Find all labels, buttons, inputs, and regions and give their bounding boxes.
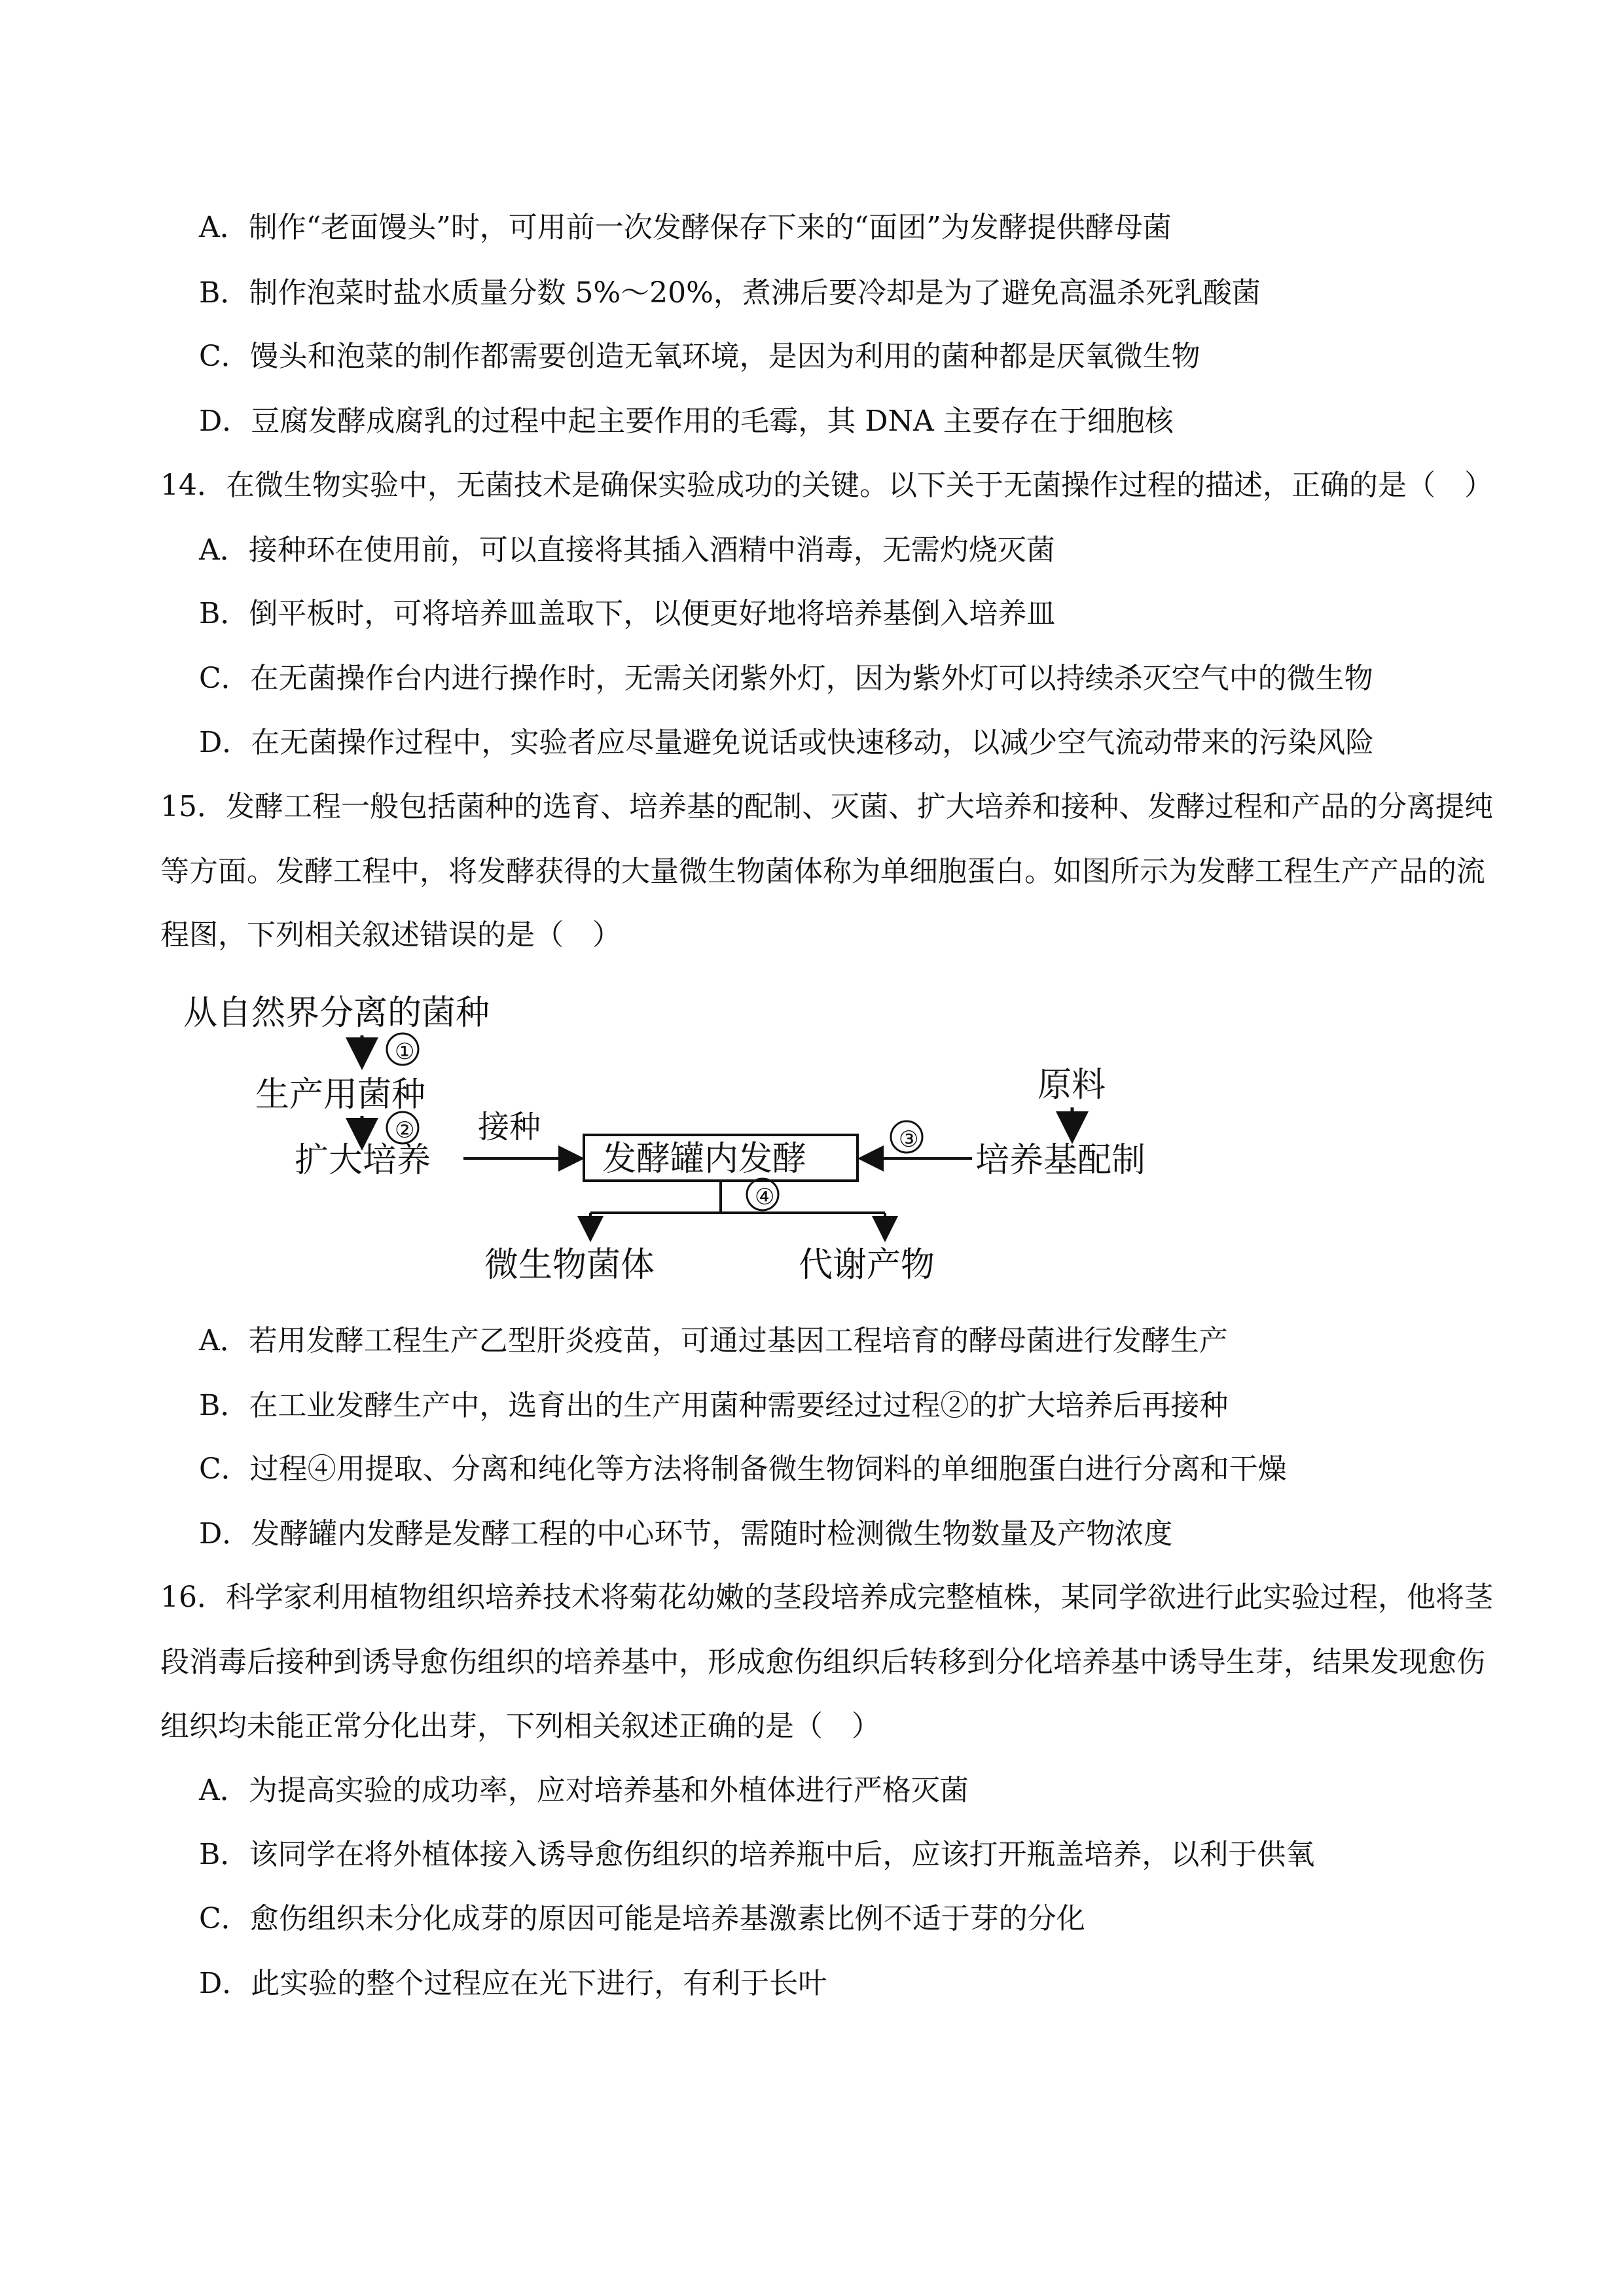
q14-option-c: C．在无菌操作台内进行操作时，无需关闭紫外灯，因为紫外灯可以持续杀灭空气中的微生物 — [199, 662, 1373, 695]
q15-stem-line-2: 等方面。发酵工程中，将发酵获得的大量微生物菌体称为单细胞蛋白。如图所示为发酵工程生产产品的流 — [160, 855, 1485, 888]
q14-option-a: A．接种环在使用前，可以直接将其插入酒精中消毒，无需灼烧灭菌 — [199, 533, 1055, 567]
q14-option-d: D．在无菌操作过程中，实验者应尽量避免说话或快速移动，以减少空气流动带来的污染风险 — [199, 726, 1375, 759]
q15-option-c: C．过程④用提取、分离和纯化等方法将制备微生物饲料的单细胞蛋白进行分离和干燥 — [199, 1452, 1287, 1486]
diagram-raw-material: 原料 — [1038, 1066, 1106, 1105]
diagram-production-strain: 生产用菌种 — [255, 1075, 426, 1115]
diagram-natural-strain: 从自然界分离的菌种 — [183, 994, 490, 1033]
q14-stem: 14．在微生物实验中，无菌技术是确保实验成功的关键。以下关于无菌操作过程的描述，正确的是（ ） — [160, 469, 1493, 502]
q14-option-b: B．倒平板时，可将培养皿盖取下，以便更好地将培养基倒入培养皿 — [199, 597, 1056, 630]
q13-option-c: C．馒头和泡菜的制作都需要创造无氧环境，是因为利用的菌种都是厌氧微生物 — [199, 340, 1200, 373]
diagram-metabolites: 代谢产物 — [799, 1246, 935, 1285]
q13-option-d: D．豆腐发酵成腐乳的过程中起主要作用的毛霉，其 DNA 主要存在于细胞核 — [199, 404, 1174, 438]
step2-marker: ② — [395, 1117, 415, 1143]
q15-option-d: D．发酵罐内发酵是发酵工程的中心环节，需随时检测微生物数量及产物浓度 — [199, 1517, 1173, 1551]
q15-stem-line-3: 程图，下列相关叙述错误的是（ ） — [160, 918, 621, 952]
q16-stem-line-2: 段消毒后接种到诱导愈伤组织的培养基中，形成愈伤组织后转移到分化培养基中诱导生芽，结果发现愈伤 — [160, 1645, 1485, 1679]
step4-marker: ④ — [755, 1184, 775, 1210]
q13-option-b: B．制作泡菜时盐水质量分数 5%～20%，煮沸后要冷却是为了避免高温杀死乳酸菌 — [199, 276, 1261, 310]
diagram-medium-prep: 培养基配制 — [975, 1141, 1146, 1180]
q13-option-a: A．制作“老面馒头”时，可用前一次发酵保存下来的“面团”为发酵提供酵母菌 — [199, 211, 1172, 244]
q15-option-b: B．在工业发酵生产中，选育出的生产用菌种需要经过过程②的扩大培养后再接种 — [199, 1389, 1229, 1422]
diagram-microbial-cells: 微生物菌体 — [484, 1246, 655, 1285]
q16-option-c: C．愈伤组织未分化成芽的原因可能是培养基激素比例不适于芽的分化 — [199, 1902, 1085, 1935]
q16-stem-line-3: 组织均未能正常分化出芽，下列相关叙述正确的是（ ） — [160, 1710, 880, 1743]
q15-option-a: A．若用发酵工程生产乙型肝炎疫苗，可通过基因工程培育的酵母菌进行发酵生产 — [199, 1324, 1228, 1357]
q16-option-d: D．此实验的整个过程应在光下进行，有利于长叶 — [199, 1967, 827, 2000]
q16-option-b: B．该同学在将外植体接入诱导愈伤组织的培养瓶中后，应该打开瓶盖培养，以利于供氧 — [199, 1838, 1315, 1871]
q16-stem-line-1: 16．科学家利用植物组织培养技术将菊花幼嫩的茎段培养成完整植株，某同学欲进行此实验过程，他将茎 — [160, 1581, 1493, 1614]
fermentation-flow-diagram — [170, 982, 1191, 1296]
diagram-expand-culture: 扩大培养 — [295, 1141, 431, 1180]
diagram-inoculate-label: 接种 — [478, 1109, 541, 1145]
diagram-fermenter: 发酵罐内发酵 — [602, 1139, 807, 1179]
q16-option-a: A．为提高实验的成功率，应对培养基和外植体进行严格灭菌 — [199, 1774, 969, 1807]
step3-marker: ③ — [899, 1126, 919, 1153]
step1-marker: ① — [395, 1039, 415, 1065]
q15-stem-line-1: 15．发酵工程一般包括菌种的选育、培养基的配制、灭菌、扩大培养和接种、发酵过程和产品的分离提纯 — [160, 790, 1493, 823]
